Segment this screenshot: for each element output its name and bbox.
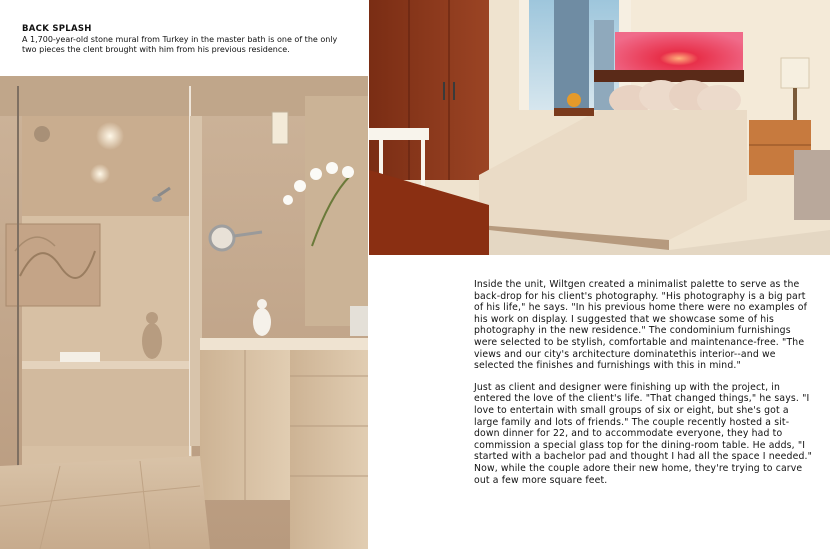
caption-text: A 1,700-year-old stone mural from Turkey in the master bath is one of the only two pieces the clent brought with him from his previous residence. [22,34,338,54]
master-bath-photo [0,76,368,549]
bedroom-photo [369,0,830,255]
article-paragraph: Just as client and designer were finishing up with the project, in entered the love of the client's life. "That changed things," he says. "I love to entertain with small groups of six or eight, but she's got a large family and lots of friends." The couple recently hosted a sit-down dinner for 22, and to accommodate everyone, they had to commission a special glass top for the dining-room table. He adds, "I started with a bachelor pad and thought I had all the space I needed." Now, while the couple adore their new home, they're trying to carve out a few more square feet. [474,381,813,486]
article-paragraph: Inside the unit, Wiltgen created a minimalist palette to serve as the back-drop for his client's photography. "His photography is a big part of his life," he says. "In his previous home there were no examples of his work on display. I suggested that we showcase some of his photography in the new residence." The condominium furnishings were selected to be stylish, comfortable and maintenance-free. "The views and our city's architecture dominatethis interior--and we selected the finishes and furnishings with this in mind." [474,279,808,372]
article-body [474,279,814,496]
photo-caption [22,24,352,56]
caption-title: BACK SPLASH [22,24,92,34]
